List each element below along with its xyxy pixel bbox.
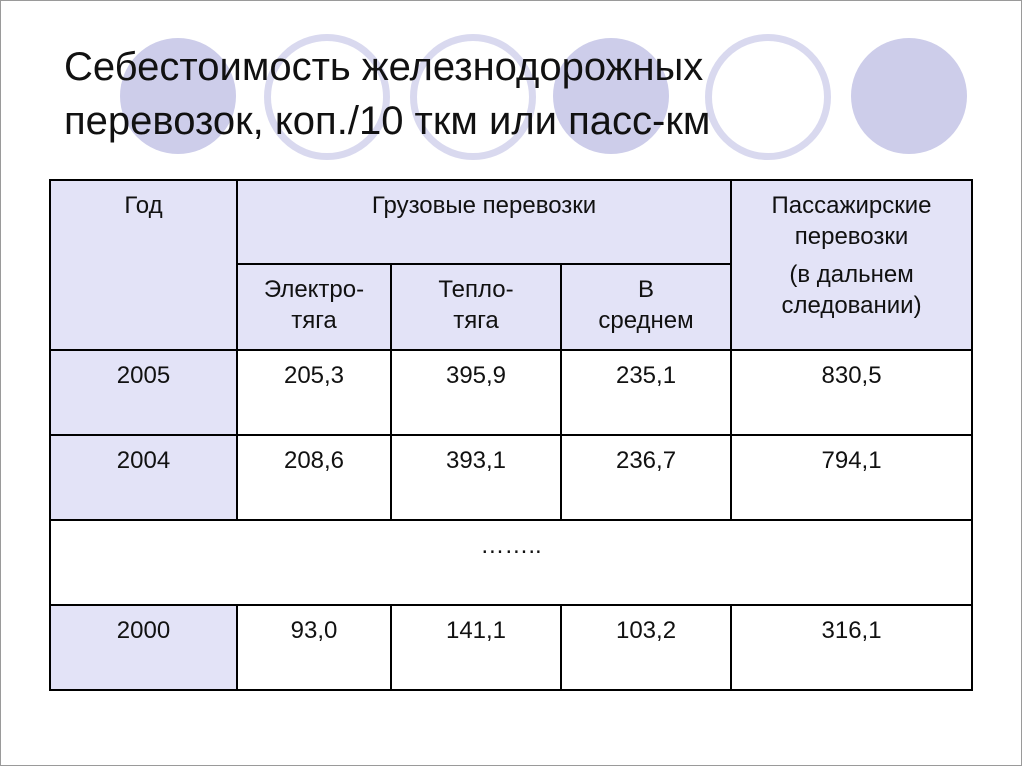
cell-electric: 93,0 — [237, 605, 391, 690]
header-diesel-line: тяга — [453, 307, 499, 334]
cell-electric: 208,6 — [237, 435, 391, 520]
header-diesel — [391, 264, 561, 350]
table-row — [50, 605, 972, 690]
header-electric-line: тяга — [291, 307, 337, 334]
ellipsis-row — [50, 520, 972, 605]
cell-passenger: 316,1 — [731, 605, 972, 690]
cost-table — [49, 179, 973, 691]
cell-diesel: 393,1 — [391, 435, 561, 520]
cell-year: 2000 — [50, 605, 237, 690]
header-diesel-line: Тепло- — [438, 276, 514, 303]
header-passenger-line: перевозки — [794, 223, 909, 250]
header-average — [561, 264, 731, 350]
cell-electric: 205,3 — [237, 350, 391, 435]
title-line-1: Себестоимость железнодорожных — [64, 45, 704, 89]
header-row — [50, 180, 972, 264]
title-line-2: перевозок, коп./10 ткм или пасс-км — [64, 99, 711, 143]
header-passenger — [731, 180, 972, 350]
cell-year: 2005 — [50, 350, 237, 435]
header-passenger-line: (в дальнем — [789, 261, 914, 288]
header-electric-line: Электро- — [263, 276, 365, 303]
cell-average: 236,7 — [561, 435, 731, 520]
cell-year: 2004 — [50, 435, 237, 520]
header-electric — [237, 264, 391, 350]
header-passenger-line: Пассажирские — [771, 192, 932, 219]
header-average-line: В — [638, 276, 655, 303]
cell-passenger: 794,1 — [731, 435, 972, 520]
cell-diesel: 141,1 — [391, 605, 561, 690]
cell-ellipsis: …….. — [50, 520, 972, 605]
header-year: Год — [50, 180, 237, 350]
table-row — [50, 350, 972, 435]
header-average-line: среднем — [598, 307, 694, 334]
cell-passenger: 830,5 — [731, 350, 972, 435]
slide-title — [64, 40, 964, 148]
cell-average: 235,1 — [561, 350, 731, 435]
table-row — [50, 435, 972, 520]
header-passenger-line: следовании) — [781, 292, 922, 319]
cell-average: 103,2 — [561, 605, 731, 690]
cell-diesel: 395,9 — [391, 350, 561, 435]
header-cargo: Грузовые перевозки — [237, 180, 731, 264]
